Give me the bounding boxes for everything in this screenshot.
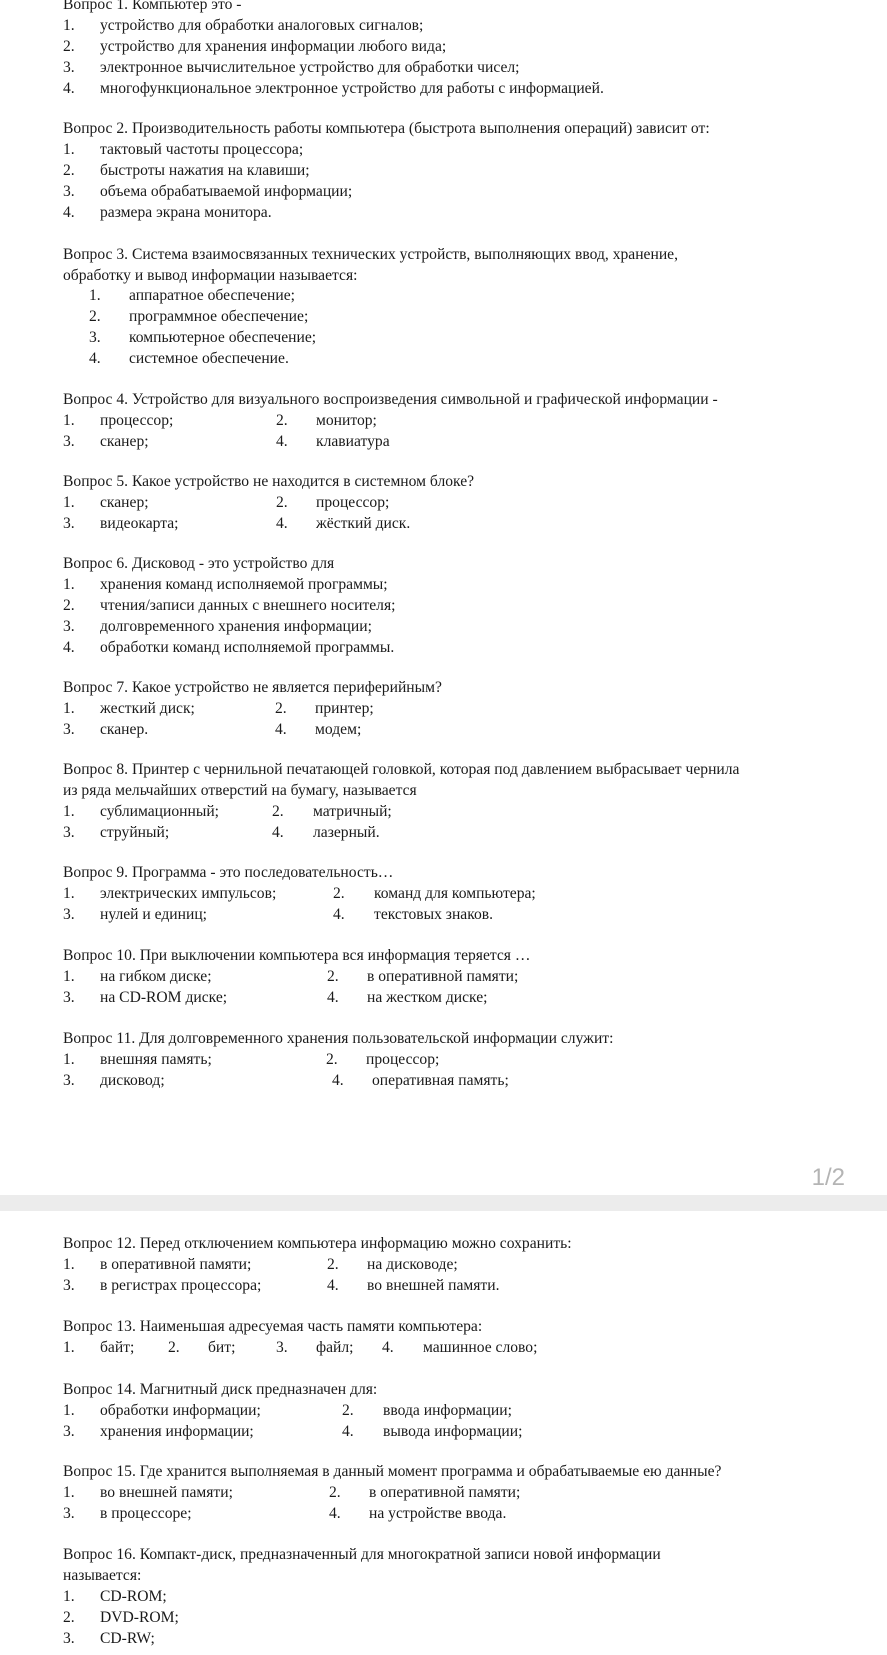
option-number: 1. (63, 885, 75, 902)
option-number: 3. (63, 1630, 75, 1647)
question-11-title: Вопрос 11. Для долговременного хранения пользовательской информации служит: (63, 1030, 614, 1047)
option-text: во внешней памяти. (367, 1277, 500, 1294)
option-text: команд для компьютера; (374, 885, 536, 902)
question-15-title: Вопрос 15. Где хранится выполняемая в данный момент программа и обрабатываемые ею данные? (63, 1463, 722, 1480)
option-text: во внешней памяти; (100, 1484, 233, 1501)
option-number: 2. (275, 700, 287, 717)
option-text: в процессоре; (100, 1505, 192, 1522)
option-text: DVD-ROM; (100, 1609, 179, 1626)
option-number: 1. (63, 1402, 75, 1419)
question-13-title: Вопрос 13. Наименьшая адресуемая часть памяти компьютера: (63, 1318, 483, 1335)
option-text: сканер; (100, 494, 149, 511)
option-text: оперативная память; (372, 1072, 509, 1089)
question-5-title: Вопрос 5. Какое устройство не находится в системном блоке? (63, 473, 475, 490)
option-number: 4. (333, 906, 345, 923)
option-text: чтения/записи данных с внешнего носителя; (100, 597, 396, 614)
option-text: хранения информации; (100, 1423, 254, 1440)
option-text: устройство для хранения информации любого вида; (100, 38, 447, 55)
option-text: на дисководе; (367, 1256, 458, 1273)
option-number: 3. (63, 59, 75, 76)
option-text: долговременного хранения информации; (100, 618, 372, 635)
option-text: сублимационный; (100, 803, 219, 820)
option-number: 3. (63, 183, 75, 200)
question-14-title: Вопрос 14. Магнитный диск предназначен для: (63, 1381, 378, 1398)
option-number: 2. (327, 1256, 339, 1273)
option-number: 4. (63, 639, 75, 656)
option-number: 4. (276, 515, 288, 532)
option-text: многофункциональное электронное устройство для работы с информацией. (100, 80, 604, 97)
option-number: 4. (272, 824, 284, 841)
question-16-title-cont: называется: (63, 1567, 142, 1584)
option-text: струйный; (100, 824, 170, 841)
option-number: 1. (63, 1256, 75, 1273)
option-text: обработки команд исполняемой программы. (100, 639, 395, 656)
option-text: в регистрах процессора; (100, 1277, 262, 1294)
option-text: процессор; (366, 1051, 440, 1068)
option-text: текстовых знаков. (374, 906, 494, 923)
option-number: 4. (382, 1339, 394, 1356)
option-text: дисковод; (100, 1072, 165, 1089)
option-text: быстроты нажатия на клавиши; (100, 162, 310, 179)
option-text: хранения команд исполняемой программы; (100, 576, 388, 593)
option-text: матричный; (313, 803, 392, 820)
option-number: 4. (342, 1423, 354, 1440)
option-number: 1. (63, 576, 75, 593)
option-text: сканер; (100, 433, 149, 450)
question-12-title: Вопрос 12. Перед отключением компьютера информацию можно сохранить: (63, 1235, 572, 1252)
option-text: компьютерное обеспечение; (129, 329, 317, 346)
option-number: 4. (329, 1505, 341, 1522)
option-number: 4. (276, 433, 288, 450)
option-text: в оперативной памяти; (369, 1484, 521, 1501)
option-number: 3. (63, 1072, 75, 1089)
option-number: 3. (63, 1277, 75, 1294)
option-text: вывода информации; (383, 1423, 523, 1440)
page-indicator: 1/2 (811, 1164, 845, 1191)
option-text: устройство для обработки аналоговых сигналов; (100, 17, 424, 34)
option-number: 4. (332, 1072, 344, 1089)
option-text: принтер; (315, 700, 374, 717)
option-text: процессор; (316, 494, 390, 511)
option-text: сканер. (100, 721, 149, 738)
question-3-title-cont: обработку и вывод информации называется: (63, 267, 358, 284)
question-10-title: Вопрос 10. При выключении компьютера вся информация теряется … (63, 947, 531, 964)
option-number: 1. (63, 494, 75, 511)
option-number: 1. (63, 17, 75, 34)
option-text: электрических импульсов; (100, 885, 277, 902)
option-number: 2. (327, 968, 339, 985)
option-text: жёсткий диск. (316, 515, 411, 532)
option-number: 2. (272, 803, 284, 820)
option-number: 1. (63, 412, 75, 429)
option-number: 3. (63, 989, 75, 1006)
option-text: машинное слово; (423, 1339, 538, 1356)
option-number: 1. (63, 803, 75, 820)
option-number: 2. (326, 1051, 338, 1068)
question-16-title: Вопрос 16. Компакт-диск, предназначенный для многократной записи новой информации (63, 1546, 661, 1563)
option-number: 4. (327, 1277, 339, 1294)
option-number: 3. (63, 1505, 75, 1522)
option-text: размера экрана монитора. (100, 204, 272, 221)
option-text: программное обеспечение; (129, 308, 309, 325)
option-number: 2. (63, 1609, 75, 1626)
option-text: CD-RW; (100, 1630, 155, 1647)
option-number: 3. (276, 1339, 288, 1356)
option-number: 3. (63, 433, 75, 450)
question-2-title: Вопрос 2. Производительность работы компьютера (быстрота выполнения операций) зависит от: (63, 120, 710, 137)
option-text: бит; (208, 1339, 236, 1356)
option-text: лазерный. (313, 824, 380, 841)
question-4-title: Вопрос 4. Устройство для визуального воспроизведения символьной и графической информации - (63, 391, 718, 408)
option-text: на CD-ROM диске; (100, 989, 228, 1006)
option-number: 4. (63, 80, 75, 97)
option-number: 2. (63, 162, 75, 179)
option-text: электронное вычислительное устройство для обработки чисел; (100, 59, 520, 76)
option-text: модем; (315, 721, 362, 738)
option-number: 2. (89, 308, 101, 325)
option-number: 1. (63, 968, 75, 985)
option-text: байт; (100, 1339, 135, 1356)
option-number: 3. (63, 906, 75, 923)
option-text: CD-ROM; (100, 1588, 167, 1605)
option-text: ввода информации; (383, 1402, 512, 1419)
option-text: на устройстве ввода. (369, 1505, 507, 1522)
option-number: 3. (63, 618, 75, 635)
option-number: 1. (63, 1484, 75, 1501)
question-8-title-cont: из ряда мельчайших отверстий на бумагу, называется (63, 782, 417, 799)
option-number: 3. (63, 721, 75, 738)
option-number: 3. (63, 824, 75, 841)
option-number: 3. (63, 515, 75, 532)
option-number: 4. (327, 989, 339, 1006)
option-text: внешняя память; (100, 1051, 212, 1068)
option-number: 4. (89, 350, 101, 367)
question-1-title: Вопрос 1. Компьютер это - (63, 0, 242, 13)
option-number: 2. (63, 597, 75, 614)
option-text: объема обрабатываемой информации; (100, 183, 353, 200)
question-7-title: Вопрос 7. Какое устройство не является периферийным? (63, 679, 442, 696)
option-text: в оперативной памяти; (367, 968, 519, 985)
option-text: на жестком диске; (367, 989, 488, 1006)
option-number: 1. (63, 700, 75, 717)
option-number: 2. (63, 38, 75, 55)
option-number: 1. (63, 141, 75, 158)
option-number: 1. (63, 1588, 75, 1605)
option-text: в оперативной памяти; (100, 1256, 252, 1273)
option-text: жесткий диск; (100, 700, 195, 717)
option-number: 2. (329, 1484, 341, 1501)
option-text: клавиатура (316, 433, 390, 450)
document-page-2 (0, 1211, 887, 1655)
option-text: аппаратное обеспечение; (129, 287, 295, 304)
option-text: нулей и единиц; (100, 906, 208, 923)
option-number: 2. (276, 412, 288, 429)
option-text: обработки информации; (100, 1402, 261, 1419)
option-text: тактовый частоты процессора; (100, 141, 304, 158)
option-text: файл; (316, 1339, 354, 1356)
option-number: 1. (63, 1339, 75, 1356)
option-number: 2. (333, 885, 345, 902)
option-number: 3. (63, 1423, 75, 1440)
option-text: видеокарта; (100, 515, 179, 532)
option-number: 2. (276, 494, 288, 511)
option-number: 2. (168, 1339, 180, 1356)
option-number: 4. (275, 721, 287, 738)
option-text: процессор; (100, 412, 174, 429)
option-text: системное обеспечение. (129, 350, 289, 367)
option-number: 1. (89, 287, 101, 304)
option-number: 2. (342, 1402, 354, 1419)
question-3-title: Вопрос 3. Система взаимосвязанных технических устройств, выполняющих ввод, хранение, (63, 246, 678, 263)
option-number: 4. (63, 204, 75, 221)
question-6-title: Вопрос 6. Дисковод - это устройство для (63, 555, 335, 572)
option-number: 1. (63, 1051, 75, 1068)
question-8-title: Вопрос 8. Принтер с чернильной печатающей головкой, которая под давлением выбрасывает чернила (63, 761, 740, 778)
page-separator (0, 1195, 887, 1211)
question-9-title: Вопрос 9. Программа - это последовательность… (63, 864, 394, 881)
option-number: 3. (89, 329, 101, 346)
option-text: на гибком диске; (100, 968, 212, 985)
option-text: монитор; (316, 412, 377, 429)
